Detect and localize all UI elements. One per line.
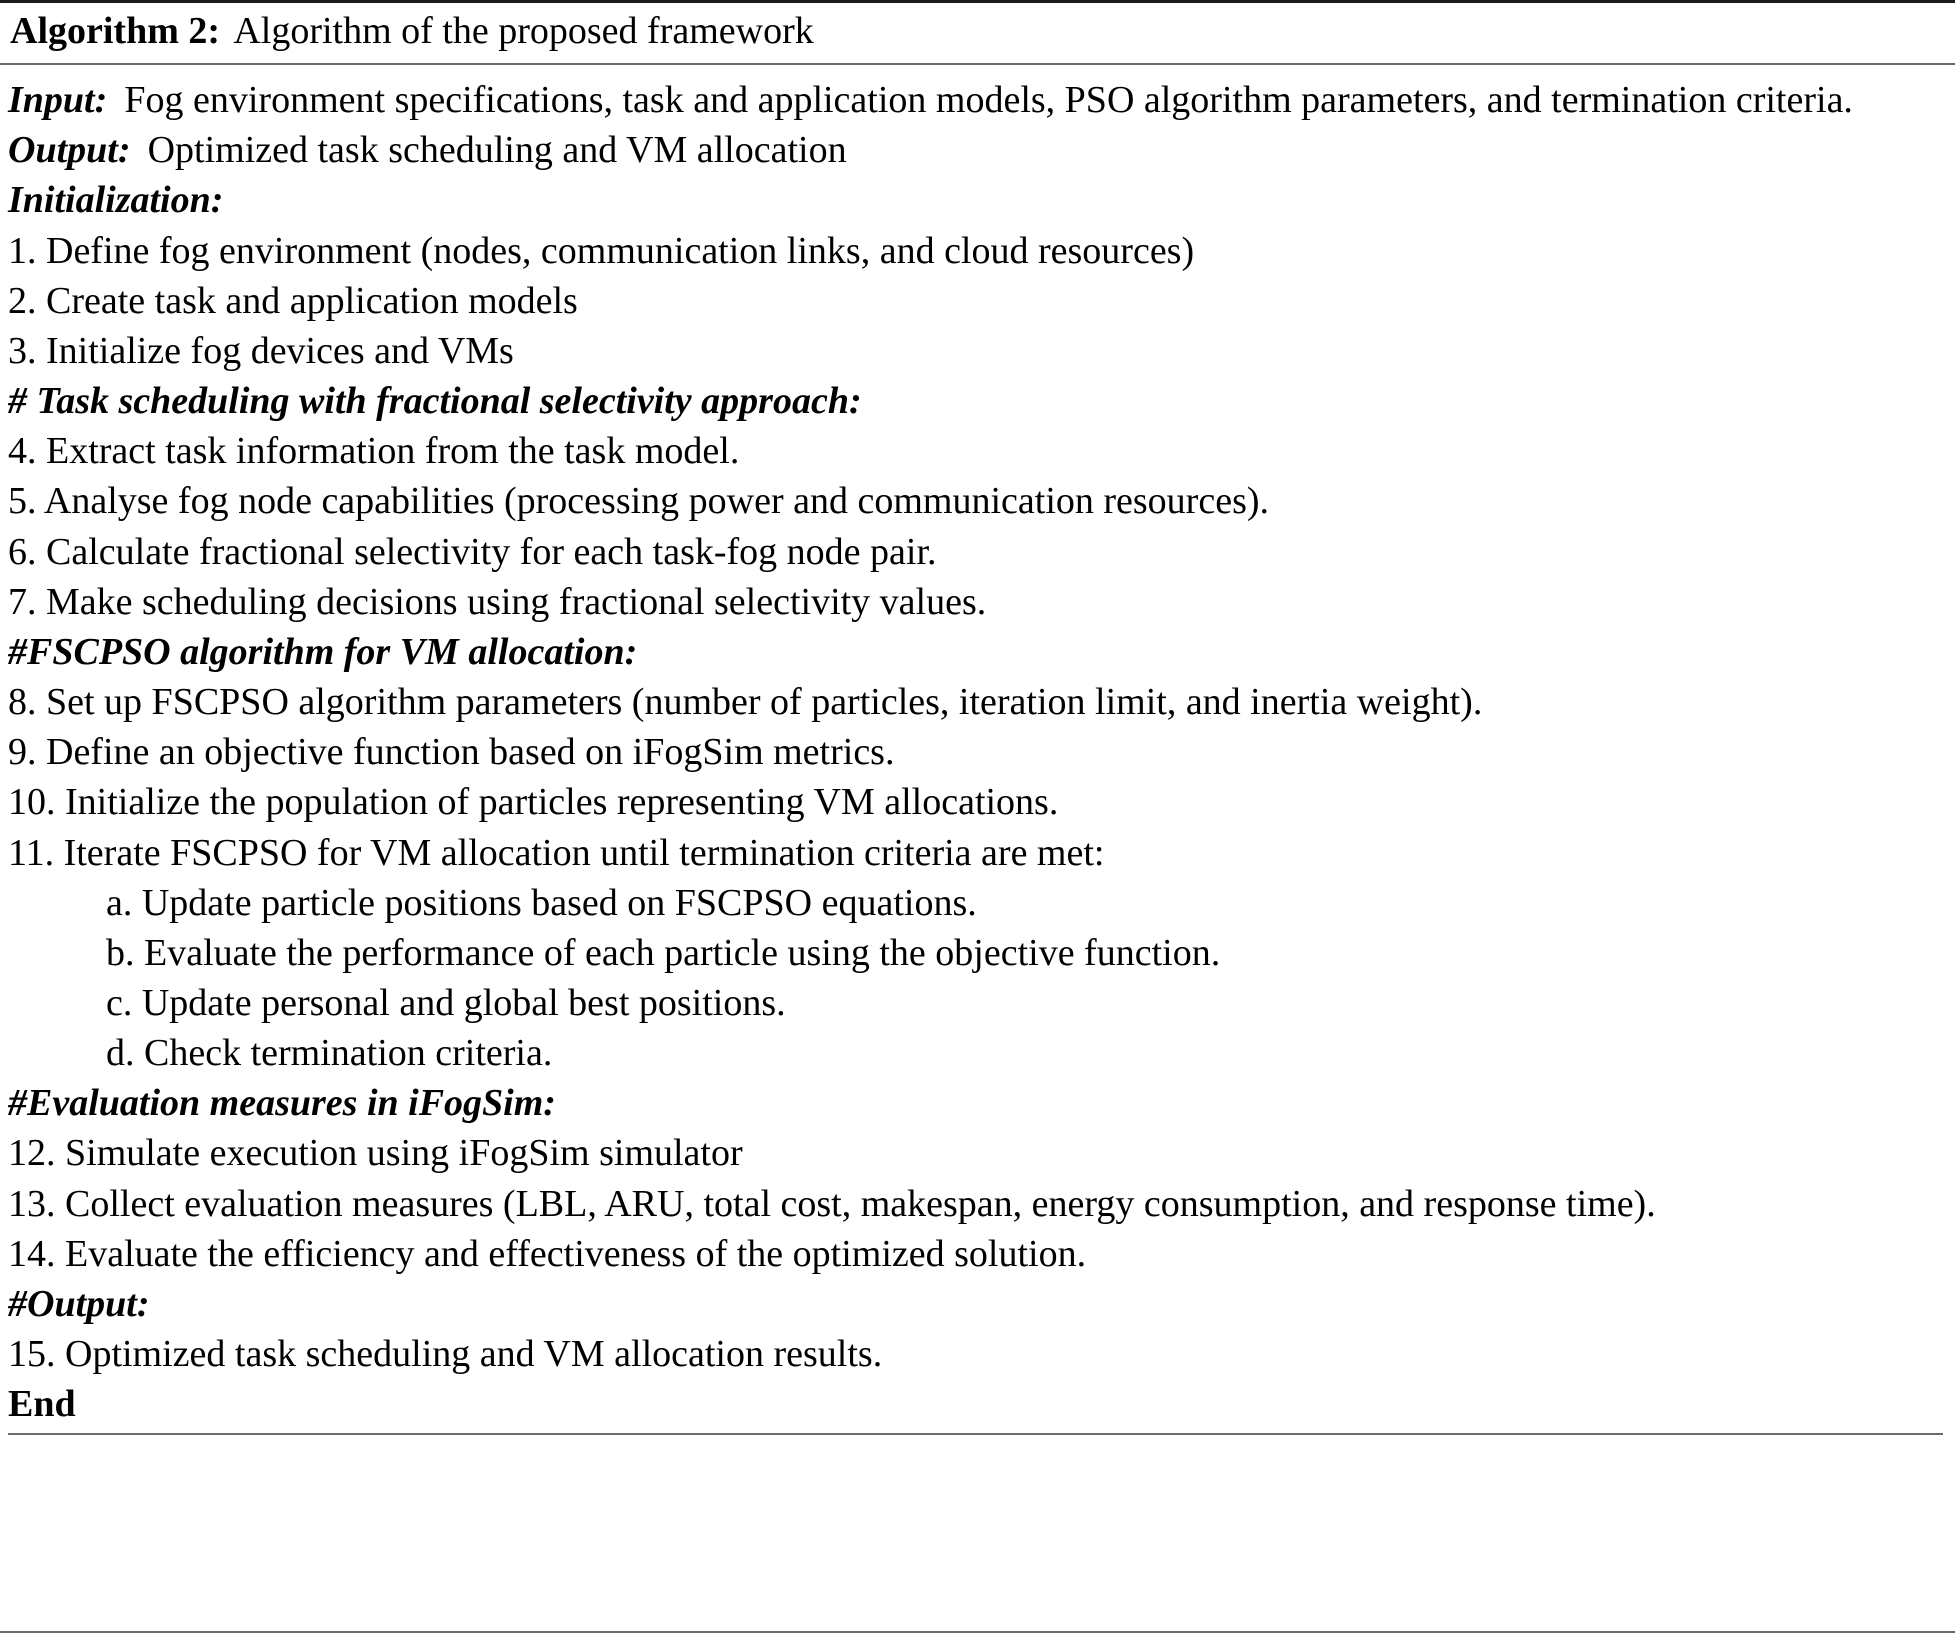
section-output <box>8 1279 1943 1329</box>
step-text: 13. Collect evaluation measures (LBL, ARU, total cost, makespan, energy consumption, and response time). <box>8 1182 1656 1225</box>
algorithm-step <box>8 527 1943 577</box>
step-text: 5. Analyse fog node capabilities (processing power and communication resources). <box>8 480 1270 523</box>
algorithm-step <box>8 326 1943 376</box>
step-text: 8. Set up FSCPSO algorithm parameters (number of particles, iteration limit, and inertia weight). <box>8 681 1483 724</box>
algorithm-line-input <box>8 75 1943 125</box>
step-text: 15. Optimized task scheduling and VM allocation results. <box>8 1333 883 1376</box>
step-text: 10. Initialize the population of particles representing VM allocations. <box>8 781 1059 824</box>
input-label: Input: <box>8 79 108 122</box>
algorithm-step <box>8 426 1943 476</box>
step-text: 7. Make scheduling decisions using fractional selectivity values. <box>8 580 987 623</box>
step-text: 4. Extract task information from the task model. <box>8 430 740 473</box>
step-text: 3. Initialize fog devices and VMs <box>8 329 514 372</box>
algorithm-substep <box>8 1028 1943 1078</box>
algorithm-step <box>8 777 1943 827</box>
section-text: Initialization: <box>8 179 224 222</box>
substep-text: b. Evaluate the performance of each particle using the objective function. <box>106 931 1221 974</box>
substep-text: a. Update particle positions based on FSCPSO equations. <box>106 881 977 924</box>
algorithm-end <box>8 1379 1943 1429</box>
algorithm-title <box>0 3 1955 65</box>
algorithm-step <box>8 226 1943 276</box>
algorithm-step <box>8 1329 1943 1379</box>
output-label: Output: <box>8 129 131 172</box>
step-text: 2. Create task and application models <box>8 279 578 322</box>
section-text: #FSCPSO algorithm for VM allocation: <box>8 630 638 673</box>
step-text: 9. Define an objective function based on iFogSim metrics. <box>8 731 895 774</box>
step-text: 1. Define fog environment (nodes, communication links, and cloud resources) <box>8 229 1195 272</box>
footer-rule <box>0 1631 1955 1633</box>
bottom-rule <box>8 1433 1943 1435</box>
section-text: # Task scheduling with fractional selectivity approach: <box>8 380 862 423</box>
end-text: End <box>8 1383 76 1426</box>
algorithm-step <box>8 1128 1943 1178</box>
step-text: 6. Calculate fractional selectivity for each task-fog node pair. <box>8 530 937 573</box>
algorithm-step <box>8 828 1943 878</box>
algorithm-step <box>8 276 1943 326</box>
substep-text: c. Update personal and global best positions. <box>106 981 786 1024</box>
step-text: 12. Simulate execution using iFogSim simulator <box>8 1132 743 1175</box>
section-text: #Evaluation measures in iFogSim: <box>8 1082 556 1125</box>
algorithm-title-label: Algorithm 2: <box>10 10 221 52</box>
algorithm-substep <box>8 978 1943 1028</box>
section-fscpso <box>8 627 1943 677</box>
step-text: 11. Iterate FSCPSO for VM allocation until termination criteria are met: <box>8 831 1105 874</box>
section-task-scheduling <box>8 376 1943 426</box>
algorithm-step <box>8 677 1943 727</box>
algorithm-substep <box>8 928 1943 978</box>
algorithm-title-text: Algorithm of the proposed framework <box>233 10 814 52</box>
step-text: 14. Evaluate the efficiency and effectiveness of the optimized solution. <box>8 1232 1087 1275</box>
section-text: #Output: <box>8 1282 150 1325</box>
algorithm-step <box>8 476 1943 526</box>
output-text: Optimized task scheduling and VM allocation <box>147 129 847 172</box>
substep-text: d. Check termination criteria. <box>106 1032 553 1075</box>
input-text: Fog environment specifications, task and application models, PSO algorithm parameters, and termination criteria. <box>124 79 1853 122</box>
section-initialization <box>8 175 1943 225</box>
algorithm-step <box>8 1179 1943 1229</box>
algorithm-step <box>8 577 1943 627</box>
algorithm-step <box>8 727 1943 777</box>
algorithm-substep <box>8 878 1943 928</box>
section-evaluation <box>8 1078 1943 1128</box>
algorithm-body <box>0 65 1955 1435</box>
algorithm-line-output <box>8 125 1943 175</box>
algorithm-step <box>8 1229 1943 1279</box>
